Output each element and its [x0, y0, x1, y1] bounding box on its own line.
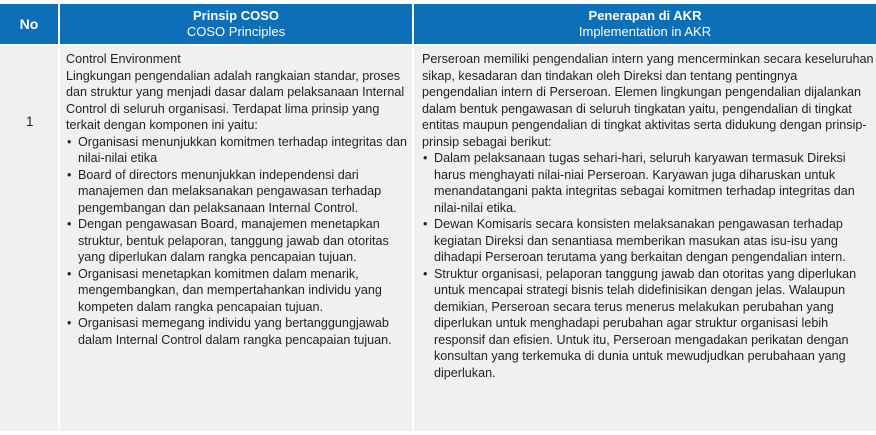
header-coso-principles	[60, 4, 412, 44]
principle-list	[66, 134, 410, 349]
list-item: • Board of directors menunjukkan independensi dari manajemen dan melaksanakan pengawasan terhadap pengembangan dan pelaksanaan Internal Control.	[66, 167, 410, 217]
list-item: • Dewan Komisaris secara konsisten melaksanakan pengawasan terhadap kegiatan Direksi dan senantiasa memberikan masukan atas isu-isu yang dihadapi Perseroan terutama yang berkaitan dengan pengendalian intern.	[422, 216, 874, 266]
list-item: • Organisasi menetapkan komitmen dalam menarik, mengembangkan, dan mempertahankan individu yang kompeten dalam rangka pencapaian tujuan.	[66, 266, 410, 316]
header-no	[0, 4, 58, 44]
principle-intro: Lingkungan pengendalian adalah rangkaian standar, proses dan struktur yang menjadi dasar dalam pelaksanaan Internal Control di seluruh organisasi. Terdapat lima prinsip yang terkait dengan komponen ini yaitu:	[66, 68, 405, 132]
header-no-label: No	[19, 16, 39, 32]
list-item: • Struktur organisasi, pelaporan tanggung jawab dan otoritas yang diperlukan untuk mencapai strategi bisnis telah didefinisikan dengan jelas. Walaupun demikian, Perseroan secara terus menerus melakukan perubahan yang diperlukan untuk menghadapi perubahan agar struktur organisasi lebih responsif dan efisien. Untuk itu, Perseroan mengadakan perikatan dengan konsultan yang terkemuka di dunia untuk mewudjudkan perubahaan yang diperlukan.	[422, 266, 874, 382]
cell-number	[0, 46, 58, 431]
header-col1-title: Prinsip COSO	[193, 8, 279, 23]
principle-title: Control Environment	[66, 52, 181, 66]
header-col1-subtitle: COSO Principles	[186, 24, 286, 39]
list-item: • Organisasi memegang individu yang bertanggungjawab dalam Internal Control dalam rangka pencapaian tujuan.	[66, 315, 410, 348]
list-item: • Dengan pengawasan Board, manajemen menetapkan struktur, bentuk pelaporan, tanggung jawab dan otoritas yang diperlukan dalam rangka pencapaian tujuan.	[66, 216, 410, 266]
cell-principle	[60, 46, 412, 431]
implementation-list	[422, 150, 874, 381]
header-col2-subtitle: Implementation in AKR	[578, 24, 712, 39]
list-item: • Organisasi menunjukkan komitmen terhadap integritas dan nilai-nilai etika	[66, 134, 410, 167]
row-number: 1	[26, 114, 34, 129]
header-col2-title: Penerapan di AKR	[588, 8, 702, 23]
list-item: • Dalam pelaksanaan tugas sehari-hari, seluruh karyawan termasuk Direksi harus menghayati nilai-niai Perseroan. Karyawan juga diharuskan untuk menandatangani pakta integritas sebagai komitmen terhadap integritas dan nilai-nilai etika.	[422, 150, 874, 216]
header-implementation	[414, 4, 876, 44]
cell-implementation	[414, 46, 876, 431]
implementation-intro: Perseroan memiliki pengendalian intern yang mencerminkan secara keseluruhan sikap, kesadaran dan tindakan oleh Direksi dan tentang pentingnya pengendalian intern di Perseroan. Elemen lingkungan pengendalian dijalankan dalam bentuk pengawasan di seluruh tingkatan yaitu, pengendalian di tingkat entitas maupun pengendalian di tingkat aktivitas serta didukung dengan prinsip-prinsip sebagai berikut:	[422, 52, 874, 149]
